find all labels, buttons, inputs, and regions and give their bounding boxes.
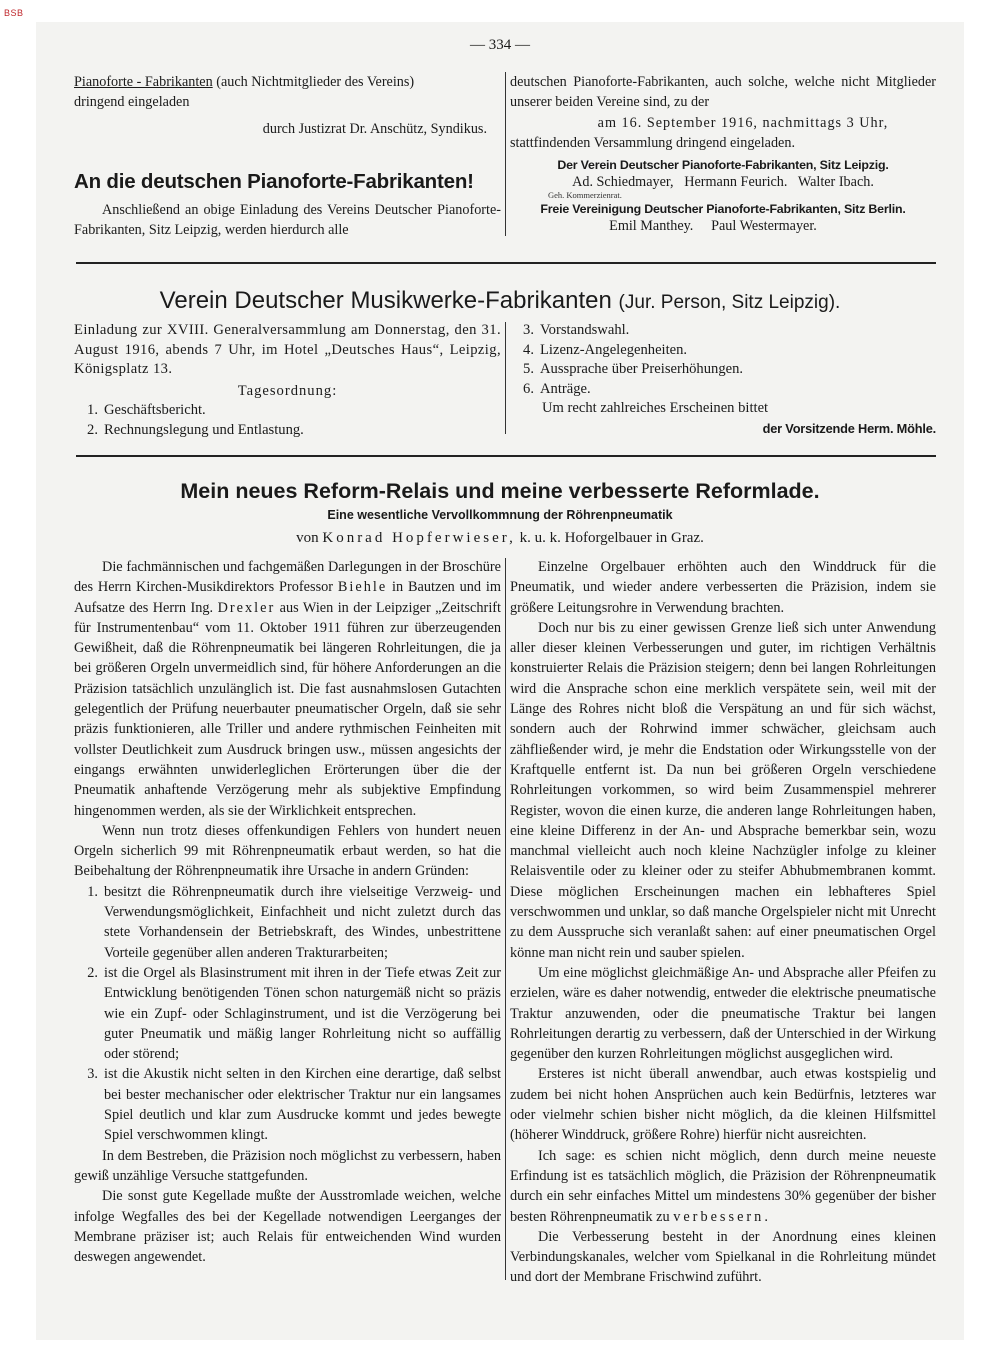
agenda-item: 5. Aussprache über Preiserhöhungen. [523, 361, 744, 377]
agenda-heading: Tagesordnung: [237, 382, 338, 399]
meeting-invite: stattfindenden Versammlung dringend eingeladen. [510, 134, 795, 151]
reason-item: 1. besitzt die Röhrenpneumatik durch ihre vielseitige Verzweig- und Verwendungsmöglichkeit, Einfachheit und nicht zuletzt durch das stete Vorhandensein der Betriebskraft, des Windes, unbestrittene Vorteile gegenüber allen anderen Trakturarbeiten; [87, 883, 501, 961]
pianoforte-body: Anschließend an obige Einladung des Vereins Deutscher Pianoforte-Fabrikanten, Sitz Leipzig, werden hierdurch alle [74, 201, 501, 239]
article-paragraph: Einzelne Orgelbauer erhöhten auch den Winddruck für die Pneumatik, und wieder andere verbesserten die Präzision, indem sie größere Leitungsrohre in Verwendung brachten. [510, 559, 936, 616]
org-leipzig: Der Verein Deutscher Pianoforte-Fabrikanten, Sitz Leipzig. [557, 158, 889, 173]
meeting-date: am 16. September 1916, nachmittags 3 Uhr, [597, 114, 889, 131]
vdmf-closing: Um recht zahlreiches Erscheinen bittet [542, 400, 769, 416]
article-author: von Konrad Hopferwieser, k. u. k. Hoforgelbauer in Graz. [296, 530, 704, 546]
top-left-column [74, 72, 501, 240]
syndicus-signature: durch Justizrat Dr. Anschütz, Syndikus. [262, 120, 487, 137]
name-drexler: Drexler [217, 599, 276, 616]
article-paragraph: Ich sage: es schien nicht möglich, denn durch meine neueste Erfindung ist es tatsächlich möglich, die Präzision der Röhrenpneumatik durch ein sehr einfaches Mittel um mindestens 30% gegenüber der bisher besten Röhrenpneumatik zu verbessern. [510, 1147, 936, 1225]
article-paragraph: In dem Bestreben, die Präzision noch möglichst zu verbessern, haben gewiß unzählige Versuche stattgefunden. [74, 1147, 501, 1184]
invite-line-2: dringend eingeladen [74, 94, 190, 111]
column-divider [505, 558, 506, 1280]
org-leipzig-note: Geh. Kommerzienrat. [548, 190, 622, 201]
article-paragraph: Ersteres ist nicht überall anwendbar, auch etwas kostspielig und zudem bei nicht hohen Ansprüchen auch kein Bedürfnis, letzteres war oder vielmehr schien bisher nicht möglich, da die kleinen Hilfsmittel (höherer Winddruck, größere Rohre) hierfür nicht ausreichten. [510, 1066, 936, 1144]
article-paragraph: Doch nur bis zu einer gewissen Grenze ließ sich unter Anwendung aller dieser kleinen Verbesserungen und guter, im richtigen Verhältnis konstruierter Relais die Präzision steigern; denn bei langen Rohrleitungen wird die Ansprache schon eine merklich verspätete sein, weil mit der Länge des Rohres nicht bloß die Verspätung an und für sich wächst, sondern auch der Rohrwind immer schwächer, gleichsam auch zähfließender wird, je mehr die Endstation oder Wirkungsstelle von der Kraftquelle entfernt ist. Da nun bei größeren Orgeln verschiedene Rohrleitungen vorkommen, so wird beim Zusammenspiel mehrerer Register, wovon die einen kurze, die anderen lange Rohrleitungen haben, eine kleine Differenz in der An- und Absprache bemerkbar sein, wozu manchmal vielleicht auch noch kleine Nachzügler infolge zu kleiner Relaisventile oder zu kleiner oder zu steifer Abhubmembranen kommt. Diese möglichen Erscheinungen machen ein lebhafteres Spiel verschwommen und unklar, so daß manche Orgelspieler nicht mit Unrecht zu dem Ausspruche sich veranlaßt sahen: auf einer pneumatischen Orgel könne man nicht rein und sauber spielen. [510, 619, 936, 961]
vdmf-signature: der Vorsitzende Herm. Möhle. [762, 420, 936, 436]
article-subtitle: Eine wesentliche Vervollkommnung der Röhrenpneumatik [327, 508, 673, 522]
agenda-item: 2. Rechnungslegung und Entlastung. [87, 421, 304, 438]
library-stamp: BSB [4, 8, 24, 18]
name-biehle: Biehle [337, 579, 388, 596]
article-paragraph: Um eine möglichst gleichmäßige An- und Absprache aller Pfeifen zu erzielen, wäre es daher notwendig, entweder die elektrische pneumatische Traktur anzuwenden, oder die pneumatische Traktur bei langen Rohrleitungen derartig zu verbessern, daß der Unterschied in der Wirkung gegenüber den kurzen Rohrleitungen möglichst ausgeglichen wird. [510, 964, 936, 1063]
agenda-list-right [510, 321, 936, 399]
article-paragraph: Die Verbesserung besteht in der Anordnung eines kleinen Verbindungskanales, welcher vom Spielkanal in die Rohrleitung mündet und dort der Membrane Frischwind zuführt. [510, 1228, 936, 1286]
agenda-item: 4. Lizenz-Angelegenheiten. [523, 341, 688, 358]
article-title: Mein neues Reform-Relais und meine verbesserte Reformlade. [180, 479, 820, 503]
spaced-word: verbessern. [673, 1208, 771, 1225]
column-divider [505, 322, 506, 434]
org-berlin-members: Emil Manthey. Paul Westermayer. [609, 218, 817, 235]
section-rule-2 [76, 455, 936, 457]
page-number: — 334 — [470, 37, 530, 53]
vdmf-title: Verein Deutscher Musikwerke-Fabrikanten (Jur. Person, Sitz Leipzig). [159, 287, 841, 314]
agenda-list-left [74, 401, 501, 440]
reason-item: 3. ist die Akustik nicht selten in den Kirchen eine derartige, daß selbst bei bester mechanischer oder elektrischer Traktur nur ein langsames Spiel deutlich und klar zum Ausdrucke kommt und jedes bewegte Spiel verschwommen klingt. [87, 1066, 501, 1144]
article-left-column [74, 557, 501, 1267]
reason-item: 2. ist die Orgel als Blasinstrument mit ihren in der Tiefe etwas Zeit zur Entwicklung benötigenden Tönen schon naturgemäß nicht so präzis wie ein Zupf- oder Schlaginstrument, und ist die Verzögerung bei guter Pneumatik und mäßig langer Rohrleitung nicht so auffällig oder störend; [87, 964, 501, 1063]
vdmf-right-column [510, 321, 936, 439]
article-right-column [510, 557, 936, 1288]
underlined-phrase: Pianoforte - Fabrikanten [74, 74, 213, 90]
invite-continuation: Pianoforte - Fabrikanten (auch Nichtmitglieder des Vereins) [74, 74, 415, 90]
section-heading-pianoforte: An die deutschen Pianoforte-Fabrikanten! [74, 169, 474, 193]
section-rule-1 [76, 262, 936, 264]
article-paragraph: Die sonst gute Kegellade mußte der Ausstromlade weichen, welche infolge Wegfalles des bei der Kegellade notwendigen Leerganges der Membrane präziser ist; auch Relais für entweichenden Wind wurden deswegen angewendet. [74, 1188, 501, 1266]
column-divider [505, 72, 506, 236]
org-berlin: Freie Vereinigung Deutscher Pianoforte-Fabrikanten, Sitz Berlin. [540, 202, 906, 217]
vdmf-invitation: Einladung zur XVIII. Generalversammlung am Donnerstag, den 31. August 1916, abends 7 Uhr, im Hotel „Deutsches Haus“, Leipzig, Königsplatz 13. [74, 322, 501, 377]
top-right-column [510, 72, 936, 235]
article-paragraph: Wenn nun trotz dieses offenkundigen Fehlers von hundert neuen Orgeln sicherlich 99 mit Röhrenpneumatik erbaut werden, so hat die Beibehaltung der Röhrenpneumatik ihre Ursache in andern Gründen: [74, 822, 501, 880]
agenda-item: 3. Vorstandswahl. [523, 322, 630, 338]
vdmf-title-sub: (Jur. Person, Sitz Leipzig). [618, 292, 841, 313]
agenda-item: 1. Geschäftsbericht. [87, 402, 206, 418]
agenda-item: 6. Anträge. [523, 380, 591, 397]
article-paragraph: Die fachmännischen und fachgemäßen Darlegungen in der Broschüre des Herrn Kirchen-Musikdirektors Professor Biehle in Bautzen und im Aufsatze des Herrn Ing. Drexler aus Wien in der Leipziger „Zeitschrift für Instrumentenbau“ vom 11. Oktober 1911 führen zur überzeugenden Gewißheit, daß die Röhrenpneumatik bei längeren Rohrleitungen, die ja bei größeren Orgeln unvermeidlich sind, für höhere Anforderungen an die Präzision tatsächlich unzulänglich ist. Die fast ausnahmslosen Gutachten gelegentlich der Prüfung neuerbauter pneumatischer Orgeln, daß sie sehr präzis funktionieren, alle Triller und andere rythmischen Feinheiten mit vollster Deutlichkeit zum Ausdruck bringen usw., müssen angesichts der eingangs erwähnten unwiderleglichen Erörterungen über die der Pneumatik anhaftende Verzögerung mehr als subjektive Empfindung hingenommen werden, als sie der Wirklichkeit entsprechen. [74, 559, 502, 819]
vdmf-left-column [74, 321, 501, 440]
invite-paragraph: deutschen Pianoforte-Fabrikanten, auch solche, welche nicht Mitglieder unserer beiden Vereine sind, zu der [510, 74, 936, 111]
author-name: Konrad Hopferwieser, [322, 530, 516, 546]
reasons-list [74, 882, 501, 1146]
org-leipzig-members: Ad. Schiedmayer, Hermann Feurich. Walter Ibach. [572, 174, 874, 191]
